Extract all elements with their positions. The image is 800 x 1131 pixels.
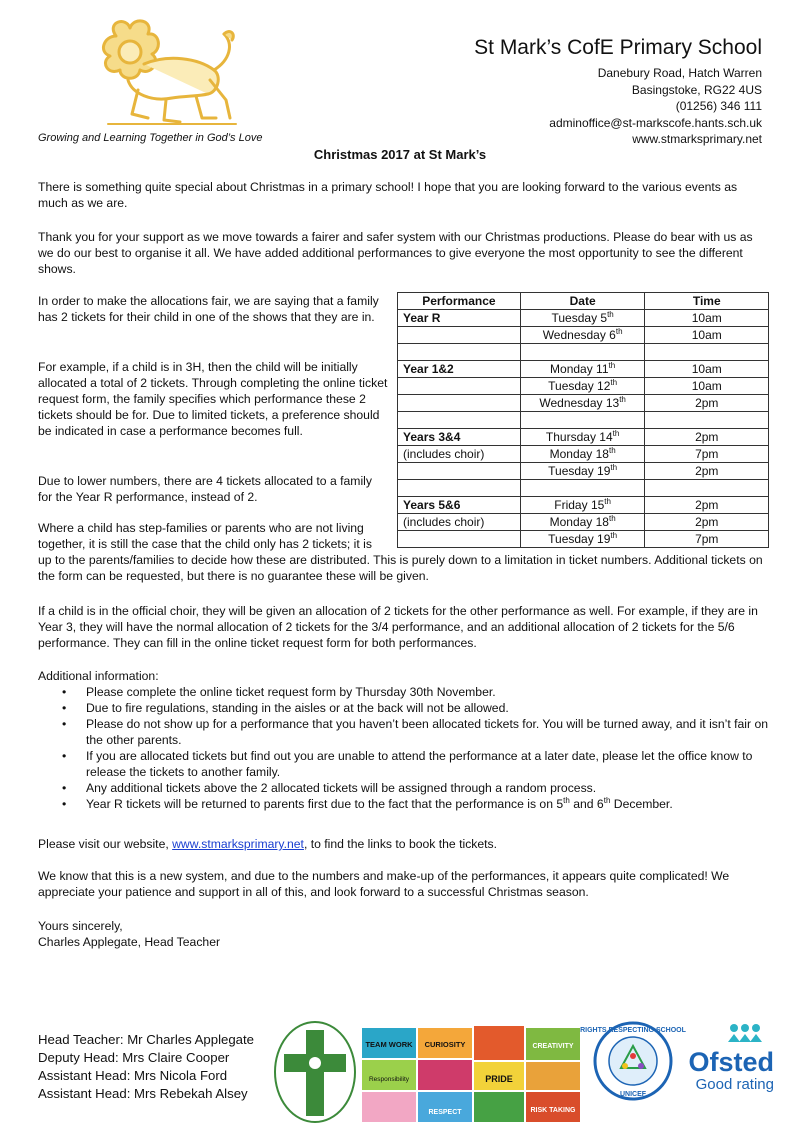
staff-assistant-head-1: Assistant Head: Mrs Nicola Ford [38,1068,228,1083]
ofsted-badge [678,1020,774,1092]
header-time: Time [645,293,769,310]
phone-number: (01256) 346 111 [675,99,762,113]
rights-respecting-school-badge [580,1020,686,1102]
ofsted-rating: Good rating [695,1076,774,1093]
list-item: • Due to fire regulations, standing in the aisles or at the back will not be allowed. [38,700,768,716]
table-row [398,344,769,361]
cell-date: Monday 18th [520,514,645,531]
cell-time: 10am [645,327,769,344]
list-item: • If you are allocated tickets but find out you are unable to attend the performance at a later date, please let the office know to release the tickets to another family. [38,748,768,780]
church-cross-badge [272,1020,358,1124]
table-row [398,497,769,514]
cell-performance: (includes choir) [398,514,521,531]
table-row [398,531,769,548]
cell-performance [398,531,521,548]
cell-date: Wednesday 13th [520,395,645,412]
table-row [398,446,769,463]
table-row [398,463,769,480]
staff-head-teacher: Head Teacher: Mr Charles Applegate [38,1032,255,1047]
cell-time [645,412,769,429]
table-row [398,378,769,395]
cell-performance [398,378,521,395]
school-values-badges [362,1026,580,1124]
cell-time: 10am [645,378,769,395]
performance-table [397,292,769,548]
cell-time [645,344,769,361]
cell-time: 10am [645,361,769,378]
cell-performance [398,412,521,429]
cell-date: Friday 15th [520,497,645,514]
paragraph-intro: There is something quite special about Christmas in a primary school! I hope that you are looking forward to the various events as much as we are. [38,180,738,210]
cell-time: 2pm [645,497,769,514]
school-lion-logo [68,14,240,130]
cell-performance [398,480,521,497]
cell-time: 7pm [645,531,769,548]
paragraph-allocation: In order to make the allocations fair, we are saying that a family has 2 tickets for their child in one of the shows that they are in. [38,294,379,324]
cell-date: Tuesday 5th [520,310,645,327]
website-address: www.stmarksprimary.net [632,132,762,146]
cell-performance: Year 1&2 [398,361,521,378]
header-performance: Performance [398,293,521,310]
paragraph-closing: We know that this is a new system, and due to the numbers and make-up of the performances, it appears quite complicated! We appreciate your patience and support in all of this, and look forward to a successful Christmas season. [38,869,730,899]
address-line-1: Danebury Road, Hatch Warren [597,66,762,80]
additional-info-heading: Additional information: [38,669,159,683]
list-item: • Any additional tickets above the 2 allocated tickets will be assigned through a random process. [38,780,768,796]
website-link[interactable]: www.stmarksprimary.net [172,837,304,851]
svg-text:CURIOSITY: CURIOSITY [424,1040,466,1049]
cell-performance: Years 3&4 [398,429,521,446]
cell-date: Monday 11th [520,361,645,378]
table-row [398,310,769,327]
cell-time: 7pm [645,446,769,463]
table-row [398,412,769,429]
cell-time: 2pm [645,395,769,412]
svg-text:TEAM WORK: TEAM WORK [365,1040,413,1049]
additional-info-list [38,684,768,812]
signature: Charles Applegate, Head Teacher [38,935,221,949]
svg-text:UNICEF: UNICEF [619,1091,647,1098]
ofsted-stars-icon [678,1020,774,1044]
signoff: Yours sincerely, [38,919,123,933]
svg-text:PRIDE: PRIDE [485,1074,513,1084]
svg-text:RIGHTS RESPECTING SCHOOL: RIGHTS RESPECTING SCHOOL [580,1027,686,1034]
list-item: • Year R tickets will be returned to parents first due to the fact that the performance is on 5th and 6th December. [38,796,768,812]
svg-text:RESPECT: RESPECT [428,1109,462,1116]
school-address-block [474,34,762,148]
list-item: • Please do not show up for a performance that you haven’t been allocated tickets for. You will be turned away, and it isn’t fair on the other parents. [38,716,768,748]
staff-deputy-head: Deputy Head: Mrs Claire Cooper [38,1050,230,1065]
paragraph-example: For example, if a child is in 3H, then the child will be initially allocated a total of 2 tickets. Through completing the online ticket request form, the family specifies which performance these 2 tickets should be for. Due to limited tickets, a preference should be indicated in case a performance becomes full. [38,360,388,438]
table-header-row [398,293,769,310]
staff-assistant-head-2: Assistant Head: Mrs Rebekah Alsey [38,1086,248,1101]
cell-time: 2pm [645,429,769,446]
cell-performance [398,327,521,344]
paragraph-visit-website: Please visit our website, www.stmarksprimary.net, to find the links to book the tickets. [38,837,498,851]
cell-performance: (includes choir) [398,446,521,463]
svg-text:RISK TAKING: RISK TAKING [530,1107,576,1114]
cell-time: 2pm [645,463,769,480]
staff-list [38,1031,254,1103]
cell-time: 10am [645,310,769,327]
list-item: • Please complete the online ticket request form by Thursday 30th November. [38,684,768,700]
cell-date: Wednesday 6th [520,327,645,344]
cell-date [520,412,645,429]
cell-date: Monday 18th [520,446,645,463]
table-row [398,514,769,531]
cell-performance: Years 5&6 [398,497,521,514]
cell-time: 2pm [645,514,769,531]
paragraph-step-families-a: Where a child has step-families or parents who are not living together, it is still the case that the child only has 2 tickets; it is [38,521,372,551]
cell-performance: Year R [398,310,521,327]
table-row [398,395,769,412]
letter-title: Christmas 2017 at St Mark’s [313,147,487,162]
table-row [398,327,769,344]
paragraph-thanks: Thank you for your support as we move towards a fairer and safer system with our Christmas productions. Please do bear with us as we do our best to organise it all. We have added additional performances to give everyone the most opportunity to see the different shows. [38,230,753,276]
cell-performance [398,463,521,480]
address-line-2: Basingstoke, RG22 4US [631,82,762,97]
paragraph-step-families-b: up to the parents/families to decide how these are distributed. This is purely down to a limitation in ticket numbers. Additional tickets on the form can be requested, but there is no guarantee these will be given. [38,553,763,583]
school-name: St Mark’s CofE Primary School [474,36,762,59]
table-row [398,480,769,497]
cell-date: Tuesday 19th [520,463,645,480]
cell-time [645,480,769,497]
cell-date [520,480,645,497]
paragraph-choir: If a child is in the official choir, they will be given an allocation of 2 tickets for the other performance as well. For example, if they are in Year 3, they will have the normal allocation of 2 tickets for the 3/4 performance, and an additional allocation of 2 tickets for the 5/6 performance. They can fill in the online ticket request form for both performances. [38,604,758,650]
cell-performance [398,344,521,361]
table-row [398,429,769,446]
paragraph-year-r: Due to lower numbers, there are 4 tickets allocated to a family for the Year R performance, instead of 2. [38,474,372,504]
table-row [398,361,769,378]
header-date: Date [520,293,645,310]
cell-date: Thursday 14th [520,429,645,446]
cell-date: Tuesday 19th [520,531,645,548]
email-address: adminoffice@st-markscofe.hants.sch.uk [549,115,762,130]
cell-performance [398,395,521,412]
cell-date [520,344,645,361]
svg-text:Responsibility: Responsibility [368,1076,410,1083]
ofsted-wordmark: Ofsted [688,1047,774,1077]
cell-date: Tuesday 12th [520,378,645,395]
school-motto: Growing and Learning Together in God’s Love [38,132,263,144]
svg-text:CREATIVITY: CREATIVITY [532,1043,574,1050]
